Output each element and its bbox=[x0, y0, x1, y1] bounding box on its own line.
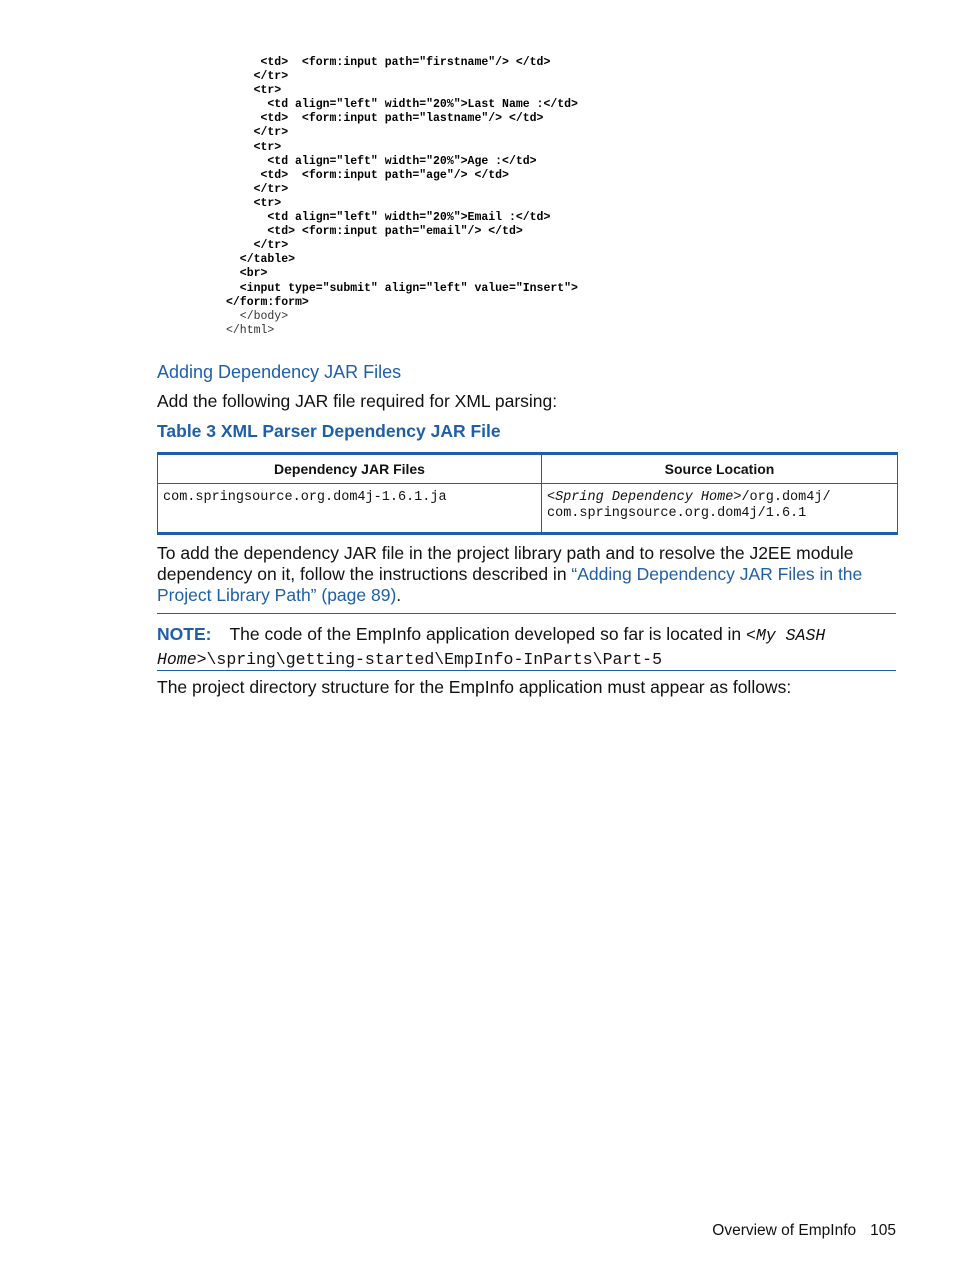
code-line: <tr> bbox=[226, 196, 282, 210]
code-line: <td> <form:input path="age"/> </td> bbox=[226, 168, 509, 182]
page-number: 105 bbox=[870, 1222, 896, 1239]
cross-reference-link[interactable]: “Adding Dependency JAR Files in the Project Library Path” (page 89) bbox=[157, 564, 863, 605]
code-line: <br> bbox=[226, 267, 268, 281]
code-line: <td align="left" width="20%">Email :</td> bbox=[226, 211, 551, 225]
table-header-row bbox=[158, 454, 898, 484]
structure-paragraph: The project directory structure for the EmpInfo application must appear as follows: bbox=[157, 677, 792, 697]
path-placeholder: My SASH bbox=[755, 626, 826, 645]
code-line: </body> bbox=[226, 309, 289, 323]
code-line: </form:form> bbox=[226, 295, 309, 309]
instructions-end: . bbox=[396, 585, 402, 605]
path-rest: >\spring\getting-started\EmpInfo-InParts\Part-5 bbox=[196, 650, 662, 669]
page-footer bbox=[712, 1222, 896, 1240]
code-line: </tr> bbox=[226, 182, 289, 196]
code-line: <td align="left" width="20%">Last Name :</td> bbox=[226, 98, 578, 112]
code-line: </tr> bbox=[226, 70, 289, 84]
column-header: Dependency JAR Files bbox=[158, 454, 542, 484]
code-line: </tr> bbox=[226, 126, 289, 140]
code-line: </html> bbox=[226, 323, 275, 337]
code-line: <td> <form:input path="firstname"/> </td> bbox=[226, 56, 551, 69]
code-line: <td> <form:input path="lastname"/> </td> bbox=[226, 112, 544, 126]
note-box bbox=[157, 613, 896, 671]
table-caption: Table 3 XML Parser Dependency JAR File bbox=[157, 421, 501, 441]
jar-file-cell: com.springsource.org.dom4j-1.6.1.ja bbox=[158, 484, 542, 534]
path-open: < bbox=[746, 626, 756, 645]
note-label: NOTE: bbox=[157, 624, 212, 644]
code-line: <tr> bbox=[226, 140, 282, 154]
instructions-paragraph bbox=[157, 543, 899, 606]
code-line: <td> <form:input path="email"/> </td> bbox=[226, 225, 523, 239]
intro-paragraph: Add the following JAR file required for XML parsing: bbox=[157, 391, 558, 411]
section-heading: Adding Dependency JAR Files bbox=[157, 362, 402, 382]
code-listing bbox=[226, 56, 578, 338]
footer-title: Overview of EmpInfo bbox=[712, 1222, 857, 1239]
code-line: </tr> bbox=[226, 239, 289, 253]
location-close: >/org.dom4j/ bbox=[733, 490, 831, 505]
code-line: <input type="submit" align="left" value="Insert"> bbox=[226, 281, 578, 295]
table-row bbox=[158, 484, 898, 534]
location-placeholder: Spring Dependency Home bbox=[555, 490, 734, 505]
note-text: The code of the EmpInfo application developed so far is located in bbox=[229, 624, 747, 644]
code-line: <tr> bbox=[226, 84, 282, 98]
instructions-text: To add the dependency JAR file in the project library path and to resolve the J2EE module dependency on it, follow the instructions described in bbox=[157, 543, 854, 584]
location-line2: com.springsource.org.dom4j/1.6.1 bbox=[547, 505, 807, 521]
code-line: </table> bbox=[226, 253, 296, 267]
location-open: < bbox=[547, 490, 556, 505]
source-location-cell bbox=[542, 484, 898, 534]
dependency-table bbox=[157, 452, 898, 535]
code-line: <td align="left" width="20%">Age :</td> bbox=[226, 154, 537, 168]
column-header: Source Location bbox=[542, 454, 898, 484]
path-placeholder-2: Home bbox=[157, 650, 197, 669]
